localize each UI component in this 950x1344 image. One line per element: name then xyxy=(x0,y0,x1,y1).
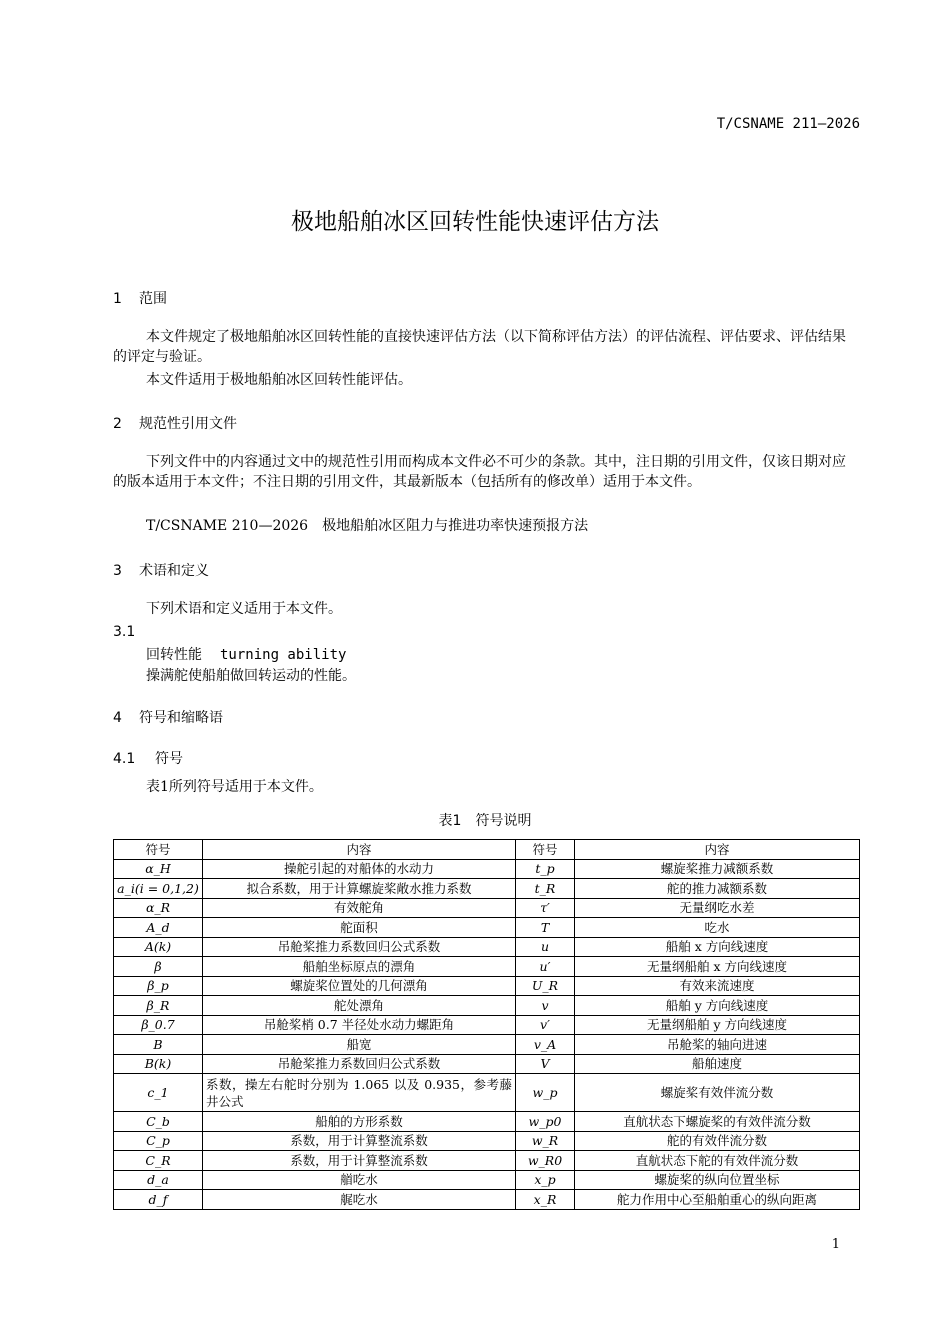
section-number: 2 xyxy=(113,416,122,432)
term-chinese: 回转性能 xyxy=(146,647,202,663)
section-title: 规范性引用文件 xyxy=(139,416,237,432)
symbol-cell: B(k) xyxy=(114,1054,203,1074)
symbol-cell: β_0.7 xyxy=(114,1015,203,1035)
description-cell: 直航状态下舵的有效伴流分数 xyxy=(575,1151,860,1171)
symbol-cell: t_R xyxy=(516,879,575,899)
table-row xyxy=(114,1015,860,1035)
symbol-cell: d_f xyxy=(114,1190,203,1210)
description-cell: 系数，用于计算整流系数 xyxy=(203,1151,516,1171)
description-cell: 吊舱桨的轴向进速 xyxy=(575,1035,860,1055)
table-row xyxy=(114,1170,860,1190)
subsection-title: 符号 xyxy=(155,751,183,767)
description-cell: 有效舵角 xyxy=(203,898,516,918)
description-cell: 舵的推力减额系数 xyxy=(575,879,860,899)
symbol-cell: C_b xyxy=(114,1112,203,1132)
symbol-cell: w_R0 xyxy=(516,1151,575,1171)
table-row xyxy=(114,1074,860,1112)
symbol-cell: w_p xyxy=(516,1074,575,1112)
description-cell: 舵力作用中心至船舶重心的纵向距离 xyxy=(575,1190,860,1210)
description-cell: 无量纲吃水差 xyxy=(575,898,860,918)
symbols-table xyxy=(113,839,860,1210)
symbol-cell: τ′ xyxy=(516,898,575,918)
description-cell: 船舶 x 方向线速度 xyxy=(575,937,860,957)
description-cell: 船宽 xyxy=(203,1035,516,1055)
description-cell: 螺旋桨推力减额系数 xyxy=(575,859,860,879)
symbol-cell: x_R xyxy=(516,1190,575,1210)
description-cell: 无量纲船舶 x 方向线速度 xyxy=(575,957,860,977)
section-4-paragraph-1: 表1所列符号适用于本文件。 xyxy=(146,779,323,795)
description-cell: 吃水 xyxy=(575,918,860,938)
description-cell: 有效来流速度 xyxy=(575,976,860,996)
symbol-cell: w_R xyxy=(516,1131,575,1151)
description-cell: 吊舱桨推力系数回归公式系数 xyxy=(203,937,516,957)
description-cell: 船舶 y 方向线速度 xyxy=(575,996,860,1016)
section-number: 1 xyxy=(113,291,122,307)
symbol-cell: α_R xyxy=(114,898,203,918)
symbol-cell: u′ xyxy=(516,957,575,977)
symbol-cell: a_i(i = 0,1,2) xyxy=(114,879,203,899)
term-number: 3.1 xyxy=(113,624,136,640)
section-1-heading xyxy=(113,288,167,308)
symbol-cell: x_p xyxy=(516,1170,575,1190)
symbol-cell: B xyxy=(114,1035,203,1055)
description-cell: 螺旋桨的纵向位置坐标 xyxy=(575,1170,860,1190)
description-cell: 操舵引起的对船体的水动力 xyxy=(203,859,516,879)
description-cell: 舵的有效伴流分数 xyxy=(575,1131,860,1151)
document-id: T/CSNAME 211—2026 xyxy=(716,116,860,132)
description-cell: 拟合系数，用于计算螺旋桨敞水推力系数 xyxy=(203,879,516,899)
symbol-cell: A_d xyxy=(114,918,203,938)
table-header-row xyxy=(114,840,860,860)
symbol-cell: v′ xyxy=(516,1015,575,1035)
section-title: 范围 xyxy=(139,291,167,307)
symbol-cell: β_R xyxy=(114,996,203,1016)
symbol-cell: T xyxy=(516,918,575,938)
table-row xyxy=(114,1151,860,1171)
symbol-cell: C_p xyxy=(114,1131,203,1151)
normative-reference: T/CSNAME 210—2026 极地船舶冰区阻力与推进功率快速预报方法 xyxy=(146,518,589,534)
symbol-cell: C_R xyxy=(114,1151,203,1171)
table-row xyxy=(114,937,860,957)
section-title: 符号和缩略语 xyxy=(139,710,223,726)
section-4-heading xyxy=(113,707,223,727)
description-cell: 无量纲船舶 y 方向线速度 xyxy=(575,1015,860,1035)
header-symbol: 符号 xyxy=(516,840,575,860)
term-entry xyxy=(146,644,346,664)
header-symbol: 符号 xyxy=(114,840,203,860)
symbol-cell: c_1 xyxy=(114,1074,203,1112)
table-caption: 表1 符号说明 xyxy=(438,813,532,829)
section-number: 3 xyxy=(113,563,122,579)
description-cell: 螺旋桨位置处的几何漂角 xyxy=(203,976,516,996)
description-cell: 舵面积 xyxy=(203,918,516,938)
subsection-number: 4.1 xyxy=(113,751,136,767)
section-3-heading xyxy=(113,560,209,580)
table-row xyxy=(114,957,860,977)
symbol-cell: β xyxy=(114,957,203,977)
table-row xyxy=(114,976,860,996)
table-row xyxy=(114,1190,860,1210)
description-cell: 螺旋桨有效伴流分数 xyxy=(575,1074,860,1112)
table-row xyxy=(114,1054,860,1074)
symbol-cell: α_H xyxy=(114,859,203,879)
symbol-cell: β_p xyxy=(114,976,203,996)
table-row xyxy=(114,1035,860,1055)
subsection-4-1-heading xyxy=(113,748,183,768)
description-cell: 船舶的方形系数 xyxy=(203,1112,516,1132)
table-row xyxy=(114,1112,860,1132)
section-number: 4 xyxy=(113,710,122,726)
table-row xyxy=(114,879,860,899)
section-2-paragraph-1: 下列文件中的内容通过文中的规范性引用而构成本文件必不可少的条款。其中，注日期的引用文件，仅该日期对应的版本适用于本文件；不注日期的引用文件，其最新版本（包括所有的修改单）适用于本文件。 xyxy=(113,454,846,490)
symbol-cell: v xyxy=(516,996,575,1016)
table-row xyxy=(114,859,860,879)
section-title: 术语和定义 xyxy=(139,563,209,579)
description-cell: 吊舱桨推力系数回归公式系数 xyxy=(203,1054,516,1074)
table-row xyxy=(114,898,860,918)
header-content: 内容 xyxy=(575,840,860,860)
symbol-cell: A(k) xyxy=(114,937,203,957)
section-1-paragraph-1: 本文件规定了极地船舶冰区回转性能的直接快速评估方法（以下简称评估方法）的评估流程、评估要求、评估结果的评定与验证。 xyxy=(113,329,846,365)
symbol-cell: v_A xyxy=(516,1035,575,1055)
section-2-heading xyxy=(113,413,237,433)
description-cell: 艏吃水 xyxy=(203,1170,516,1190)
description-cell: 艉吃水 xyxy=(203,1190,516,1210)
section-1-paragraph-2: 本文件适用于极地船舶冰区回转性能评估。 xyxy=(146,372,412,388)
document-title: 极地船舶冰区回转性能快速评估方法 xyxy=(291,209,659,235)
symbol-cell: w_p0 xyxy=(516,1112,575,1132)
section-3-paragraph-1: 下列术语和定义适用于本文件。 xyxy=(146,601,342,617)
symbol-cell: V xyxy=(516,1054,575,1074)
symbol-cell: u xyxy=(516,937,575,957)
table-row xyxy=(114,1131,860,1151)
page-number: 1 xyxy=(831,1237,840,1252)
description-cell: 系数，用于计算整流系数 xyxy=(203,1131,516,1151)
description-cell: 舵处漂角 xyxy=(203,996,516,1016)
table-row xyxy=(114,918,860,938)
description-cell: 船舶速度 xyxy=(575,1054,860,1074)
description-cell: 吊舱桨梢 0.7 半径处水动力螺距角 xyxy=(203,1015,516,1035)
header-content: 内容 xyxy=(203,840,516,860)
symbol-cell: U_R xyxy=(516,976,575,996)
term-definition: 操满舵使船舶做回转运动的性能。 xyxy=(146,668,356,684)
table-row xyxy=(114,996,860,1016)
description-cell: 船舶坐标原点的漂角 xyxy=(203,957,516,977)
term-english: turning ability xyxy=(220,647,347,663)
description-cell: 系数，操左右舵时分别为 1.065 以及 0.935，参考藤井公式 xyxy=(203,1074,516,1112)
symbol-cell: t_p xyxy=(516,859,575,879)
symbol-cell: d_a xyxy=(114,1170,203,1190)
description-cell: 直航状态下螺旋桨的有效伴流分数 xyxy=(575,1112,860,1132)
